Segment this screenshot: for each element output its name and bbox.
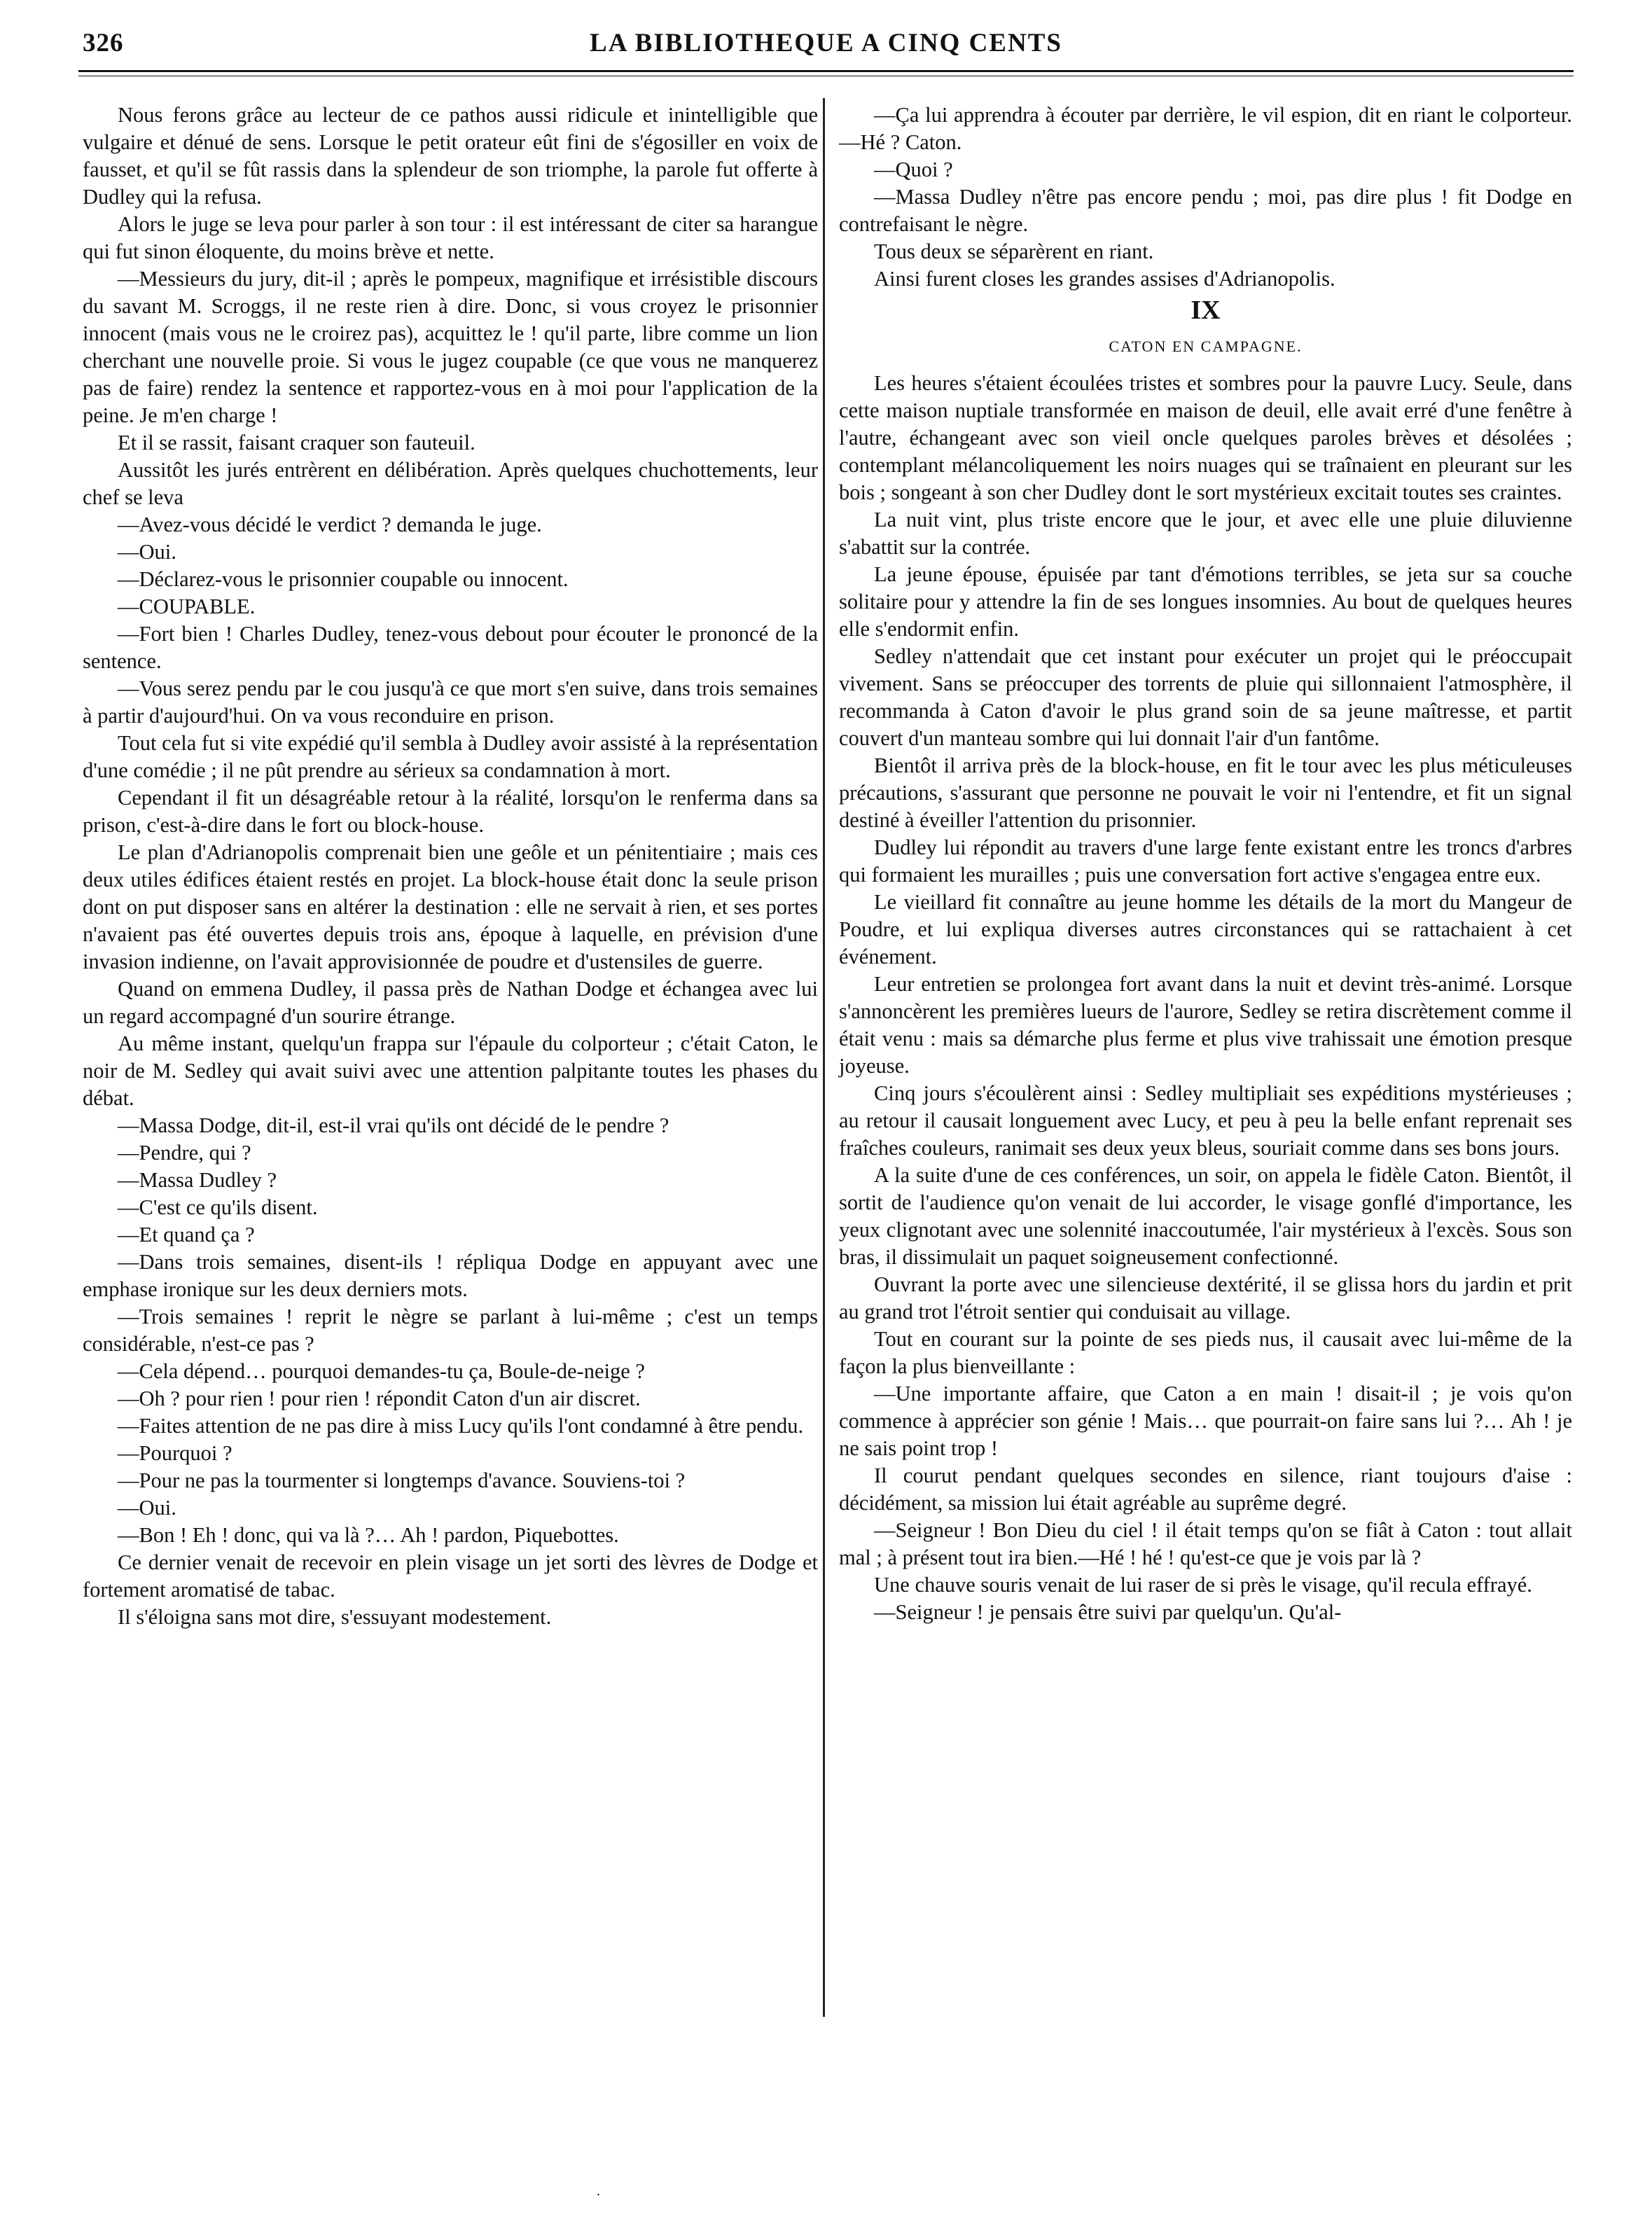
paragraph: —Oui. <box>118 1496 176 1520</box>
right-column <box>839 102 1572 1626</box>
paragraph: Sedley n'attendait que cet instant pour exécuter un projet qui le préoccupait vivement. Sans se préoccuper des torrents de pluie qui sillonnaient l'atmosphère, il recommanda à Caton d'avoir le plus grand soin de sa jeune maîtresse, et partit couvert d'un manteau sombre qui lui donnait l'air d'un fantôme. <box>839 644 1572 750</box>
paragraph: Les heures s'étaient écoulées tristes et sombres pour la pauvre Lucy. Seule, dans cette maison nuptiale transformée en maison de deuil, elle avait erré d'une fenêtre à l'autre, échangeant avec son vieil oncle quelques paroles brèves et désolées ; contemplant mélancoliquement les noirs nuages qui se traînaient en pleurant sur les bois ; songeant à son cher Dudley dont le sort mystérieux excitait toutes ses craintes. <box>839 371 1572 504</box>
paragraph: Il courut pendant quelques secondes en silence, riant toujours d'aise : décidément, sa mission lui était agréable au suprême degré. <box>839 1464 1572 1515</box>
paragraph: A la suite d'une de ces conférences, un soir, on appela le fidèle Caton. Bientôt, il sortit de l'audience qu'on venait de lui accorder, le visage gonflé d'importance, les yeux clignotant avec une solennité inaccoutumée, l'air mystérieux à l'excès. Sous son bras, il dissimulait un paquet soigneusement confectionné. <box>839 1163 1572 1269</box>
paragraph: —Dans trois semaines, disent-ils ! répliqua Dodge en appuyant avec une emphase ironique sur les deux derniers mots. <box>83 1250 818 1301</box>
left-column <box>83 102 818 1631</box>
page-number: 326 <box>83 29 124 57</box>
paragraph: Le plan d'Adrianopolis comprenait bien une geôle et un pénitentiaire ; mais ces deux utiles édifices étaient restés en projet. La block-house était donc la seule prison dont on put disposer sans en altérer la destination : elle ne servait à rien, et ses portes n'avaient pas été ouvertes depuis trois ans, époque à laquelle, en prévision d'une invasion indienne, on l'avait approvisionnée de poudre et d'ustensiles de guerre. <box>83 840 818 973</box>
paragraph: Ainsi furent closes les grandes assises d'Adrianopolis. <box>874 267 1335 291</box>
paragraph: La nuit vint, plus triste encore que le jour, et avec elle une pluie diluvienne s'abattit sur la contrée. <box>839 508 1572 559</box>
paragraph: Tous deux se séparèrent en riant. <box>874 239 1154 263</box>
paragraph: —COUPABLE. <box>118 595 256 618</box>
paragraph: Ce dernier venait de recevoir en plein visage un jet sorti des lèvres de Dodge et fortement aromatisé de tabac. <box>83 1550 818 1602</box>
paragraph: —Messieurs du jury, dit-il ; après le pompeux, magnifique et irrésistible discours du savant M. Scroggs, il ne reste rien à dire. Donc, si vous croyez le prisonnier innocent (mais vous ne le croirez pas), acquittez le ! qu'il parte, libre comme un lion cherchant une nouvelle proie. Si vous le jugez coupable (ce que vous ne manquerez pas de faire) rendez la sentence et rapportez-vous en à moi pour l'application de la peine. Je m'en charge ! <box>83 267 818 427</box>
column-divider <box>823 98 825 2017</box>
paragraph: —Oh ? pour rien ! pour rien ! répondit Caton d'un air discret. <box>118 1387 641 1410</box>
paragraph: —Pour ne pas la tourmenter si longtemps d'avance. Souviens-toi ? <box>118 1468 686 1492</box>
paragraph: Quand on emmena Dudley, il passa près de Nathan Dodge et échangea avec lui un regard accompagné d'un sourire étrange. <box>83 977 818 1028</box>
paragraph: —Massa Dodge, dit-il, est-il vrai qu'ils ont décidé de le pendre ? <box>118 1113 669 1137</box>
paragraph: Aussitôt les jurés entrèrent en délibération. Après quelques chuchottements, leur chef se leva <box>83 458 818 509</box>
paragraph: —Faites attention de ne pas dire à miss Lucy qu'ils l'ont condamné à être pendu. <box>118 1414 804 1438</box>
paragraph: Cependant il fit un désagréable retour à la réalité, lorsqu'on le renferma dans sa prison, c'est-à-dire dans le fort ou block-house. <box>83 786 818 837</box>
paragraph: —Pendre, qui ? <box>118 1141 251 1165</box>
paragraph: —Trois semaines ! reprit le nègre se parlant à lui-même ; c'est un temps considérable, n'est-ce pas ? <box>83 1305 818 1356</box>
paragraph: —Pourquoi ? <box>118 1441 232 1465</box>
footer-dot: . <box>597 2183 600 2199</box>
paragraph: Tout en courant sur la pointe de ses pieds nus, il causait avec lui-même de la façon la plus bienveillante : <box>839 1327 1572 1378</box>
paragraph: Leur entretien se prolongea fort avant dans la nuit et devint très-animé. Lorsque s'annoncèrent les premières lueurs de l'aurore, Sedley se retira discrètement comme il était venu : mais sa démarche plus ferme et plus vive trahissait une émotion presque joyeuse. <box>839 972 1572 1078</box>
paragraph: —Cela dépend… pourquoi demandes-tu ça, Boule-de-neige ? <box>118 1359 645 1383</box>
header-rule <box>78 70 1574 72</box>
paragraph: —Massa Dudley ? <box>118 1168 277 1192</box>
paragraph: —C'est ce qu'ils disent. <box>118 1195 318 1219</box>
paragraph: —Oui. <box>118 540 176 564</box>
paragraph: —Seigneur ! je pensais être suivi par quelqu'un. Qu'al- <box>874 1600 1342 1624</box>
paragraph: La jeune épouse, épuisée par tant d'émotions terribles, se jeta sur sa couche solitaire pour y attendre la fin de ses longues insomnies. Au bout de quelques heures elle s'endormit enfin. <box>839 562 1572 641</box>
paragraph: Alors le juge se leva pour parler à son tour : il est intéressant de citer sa harangue qui fut sinon éloquente, du moins brève et nette. <box>83 212 818 263</box>
paragraph: Cinq jours s'écoulèrent ainsi : Sedley multipliait ses expéditions mystérieuses ; au retour il causait longuement avec Lucy, et peu à peu la belle enfant reprenait ses fraîches couleurs, ranimait ses deux yeux bleus, souriait comme dans ses bons jours. <box>839 1081 1572 1160</box>
paragraph: Bientôt il arriva près de la block-house, en fit le tour avec les plus méticuleuses précautions, s'assurant que personne ne pouvait le voir ni l'entendre, et fit un signal destiné à éveiller l'attention du prisonnier. <box>839 754 1572 832</box>
paragraph: Au même instant, quelqu'un frappa sur l'épaule du colporteur ; c'était Caton, le noir de M. Sedley qui avait suivi avec une attention palpitante toutes les phases du débat. <box>83 1032 818 1110</box>
paragraph: —Vous serez pendu par le cou jusqu'à ce que mort s'en suive, dans trois semaines à partir d'aujourd'hui. On va vous reconduire en prison. <box>83 676 818 728</box>
chapter-title: CATON EN CAMPAGNE. <box>1109 338 1303 355</box>
paragraph: —Seigneur ! Bon Dieu du ciel ! il était temps qu'on se fiât à Caton : tout allait mal ; à présent tout ira bien.—Hé ! hé ! qu'est-ce que je vois par là ? <box>839 1518 1572 1569</box>
paragraph: Tout cela fut si vite expédié qu'il sembla à Dudley avoir assisté à la représentation d'une comédie ; il ne pût prendre au sérieux sa condamnation à mort. <box>83 731 818 782</box>
paragraph: Le vieillard fit connaître au jeune homme les détails de la mort du Mangeur de Poudre, et lui expliqua diverses autres circonstances qui se rattachaient à cet événement. <box>839 890 1572 968</box>
paragraph: —Déclarez-vous le prisonnier coupable ou innocent. <box>118 567 569 591</box>
running-title: LA BIBLIOTHEQUE A CINQ CENTS <box>590 29 1062 57</box>
paragraph: —Une importante affaire, que Caton a en main ! disait-il ; je vois qu'on commence à apprécier son génie ! Mais… que pourrait-on faire sans lui ?… Ah ! je ne sais point trop ! <box>839 1382 1572 1460</box>
paragraph: —Et quand ça ? <box>118 1223 255 1247</box>
paragraph: Il s'éloigna sans mot dire, s'essuyant modestement. <box>118 1605 552 1629</box>
paragraph: Ouvrant la porte avec une silencieuse dextérité, il se glissa hors du jardin et prit au grand trot l'étroit sentier qui conduisait au village. <box>839 1272 1572 1324</box>
paragraph: Une chauve souris venait de lui raser de si près le visage, qu'il recula effrayé. <box>874 1573 1532 1597</box>
paragraph: Et il se rassit, faisant craquer son fauteuil. <box>118 431 476 454</box>
paragraph: —Ça lui apprendra à écouter par derrière, le vil espion, dit en riant le colporteur.—Hé ? Caton. <box>839 103 1572 154</box>
paragraph: —Bon ! Eh ! donc, qui va là ?… Ah ! pardon, Piquebottes. <box>118 1523 619 1547</box>
paragraph: —Avez-vous décidé le verdict ? demanda le juge. <box>118 513 542 536</box>
paragraph: —Fort bien ! Charles Dudley, tenez-vous debout pour écouter le prononcé de la sentence. <box>83 622 818 673</box>
page-header <box>0 0 1652 70</box>
paragraph: —Massa Dudley n'être pas encore pendu ; moi, pas dire plus ! fit Dodge en contrefaisant le nègre. <box>839 185 1572 236</box>
paragraph: Dudley lui répondit au travers d'une large fente existant entre les troncs d'arbres qui formaient les murailles ; puis une conversation fort active s'engagea entre eux. <box>839 835 1572 887</box>
paragraph: —Quoi ? <box>874 158 953 181</box>
paragraph: Nous ferons grâce au lecteur de ce pathos aussi ridicule et inintelligible que vulgaire et dénué de sens. Lorsque le petit orateur eût fini de s'égosiller en voix de fausset, et qu'il se fût rassis dans la splendeur de son triomphe, la parole fut offerte à Dudley qui la refusa. <box>83 103 818 209</box>
chapter-number: IX <box>1191 296 1221 325</box>
